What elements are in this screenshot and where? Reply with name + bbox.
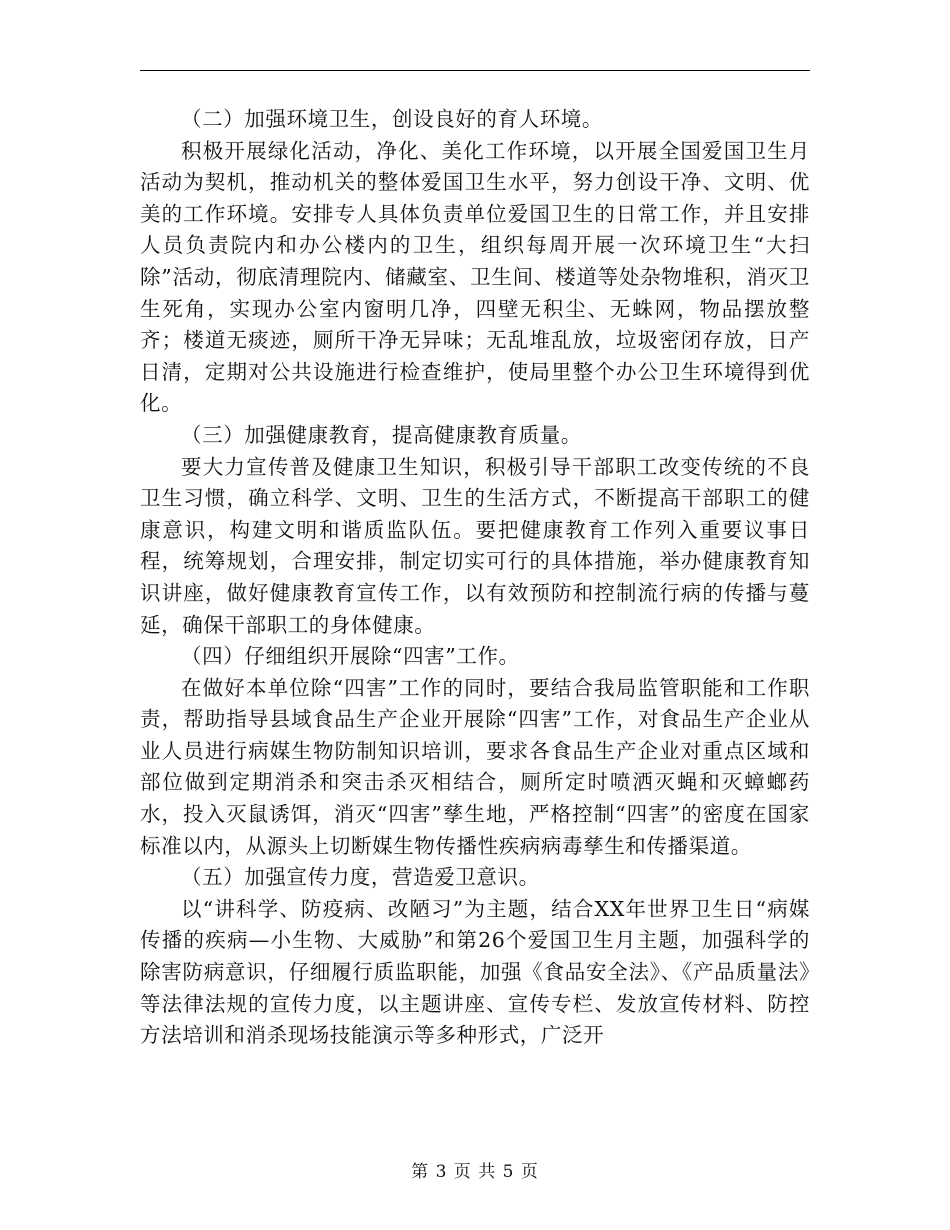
section-paragraph-4: 在做好本单位除“四害”工作的同时，要结合我局监管职能和工作职责，帮助指导县域食品生产企业开展除“四害”工作，对食品生产企业从业人员进行病媒生物防制知识培训，要求各食品生产企业对重点区域和部位做到定期消杀和突击杀灭相结合，厕所定时喷洒灭蝇和灭蟑螂药水，投入灭鼠诱饵，消灭“四害”孳生地，严格控制“四害”的密度在国家标准以内，从源头上切断媒生物传播性疾病病毒孳生和传播渠道。 <box>140 675 810 858</box>
document-body <box>140 104 810 1052</box>
section-heading-4: （四）仔细组织开展除“四害”工作。 <box>181 644 520 669</box>
header-rule <box>140 70 810 71</box>
section-heading-5: （五）加强宣传力度，营造爱卫意识。 <box>181 865 540 890</box>
section-heading-3: （三）加强健康教育，提高健康教育质量。 <box>181 422 582 447</box>
section-paragraph-3: 要大力宣传普及健康卫生知识，积极引导干部职工改变传统的不良卫生习惯，确立科学、文明、卫生的生活方式，不断提高干部职工的健康意识，构建文明和谐质监队伍。要把健康教育工作列入重要议事日程，统筹规划，合理安排，制定切实可行的具体措施，举办健康教育知识讲座，做好健康教育宣传工作，以有效预防和控制流行病的传播与蔓延，确保干部职工的身体健康。 <box>140 454 810 637</box>
section-heading-2: （二）加强环境卫生，创设良好的育人环境。 <box>181 107 603 131</box>
section-paragraph-5: 以“讲科学、防疫病、改陋习”为主题，结合XX年世界卫生日“病媒传播的疾病—小生物、大威胁”和第26个爱国卫生月主题，加强科学的除害防病意识，仔细履行质监职能，加强《食品安全法》、《产品质量法》等法律法规的宣传力度，以主题讲座、宣传专栏、发放宣传材料、防控方法培训和消杀现场技能演示等多种形式，广泛开 <box>140 896 810 1048</box>
page-number-footer: 第 3 页 共 5 页 <box>411 1162 539 1182</box>
section-paragraph-2: 积极开展绿化活动，净化、美化工作环境，以开展全国爱国卫生月活动为契机，推动机关的整体爱国卫生水平，努力创设干净、文明、优美的工作环境。安排专人具体负责单位爱国卫生的日常工作，并且安排人员负责院内和办公楼内的卫生，组织每周开展一次环境卫生“大扫除”活动，彻底清理院内、储藏室、卫生间、楼道等处杂物堆积，消灭卫生死角，实现办公室内窗明几净，四壁无积尘、无蛛网，物品摆放整齐；楼道无痰迹，厕所干净无异味；无乱堆乱放，垃圾密闭存放，日产日清，定期对公共设施进行检查维护，使局里整个办公卫生环境得到优化。 <box>140 138 810 416</box>
